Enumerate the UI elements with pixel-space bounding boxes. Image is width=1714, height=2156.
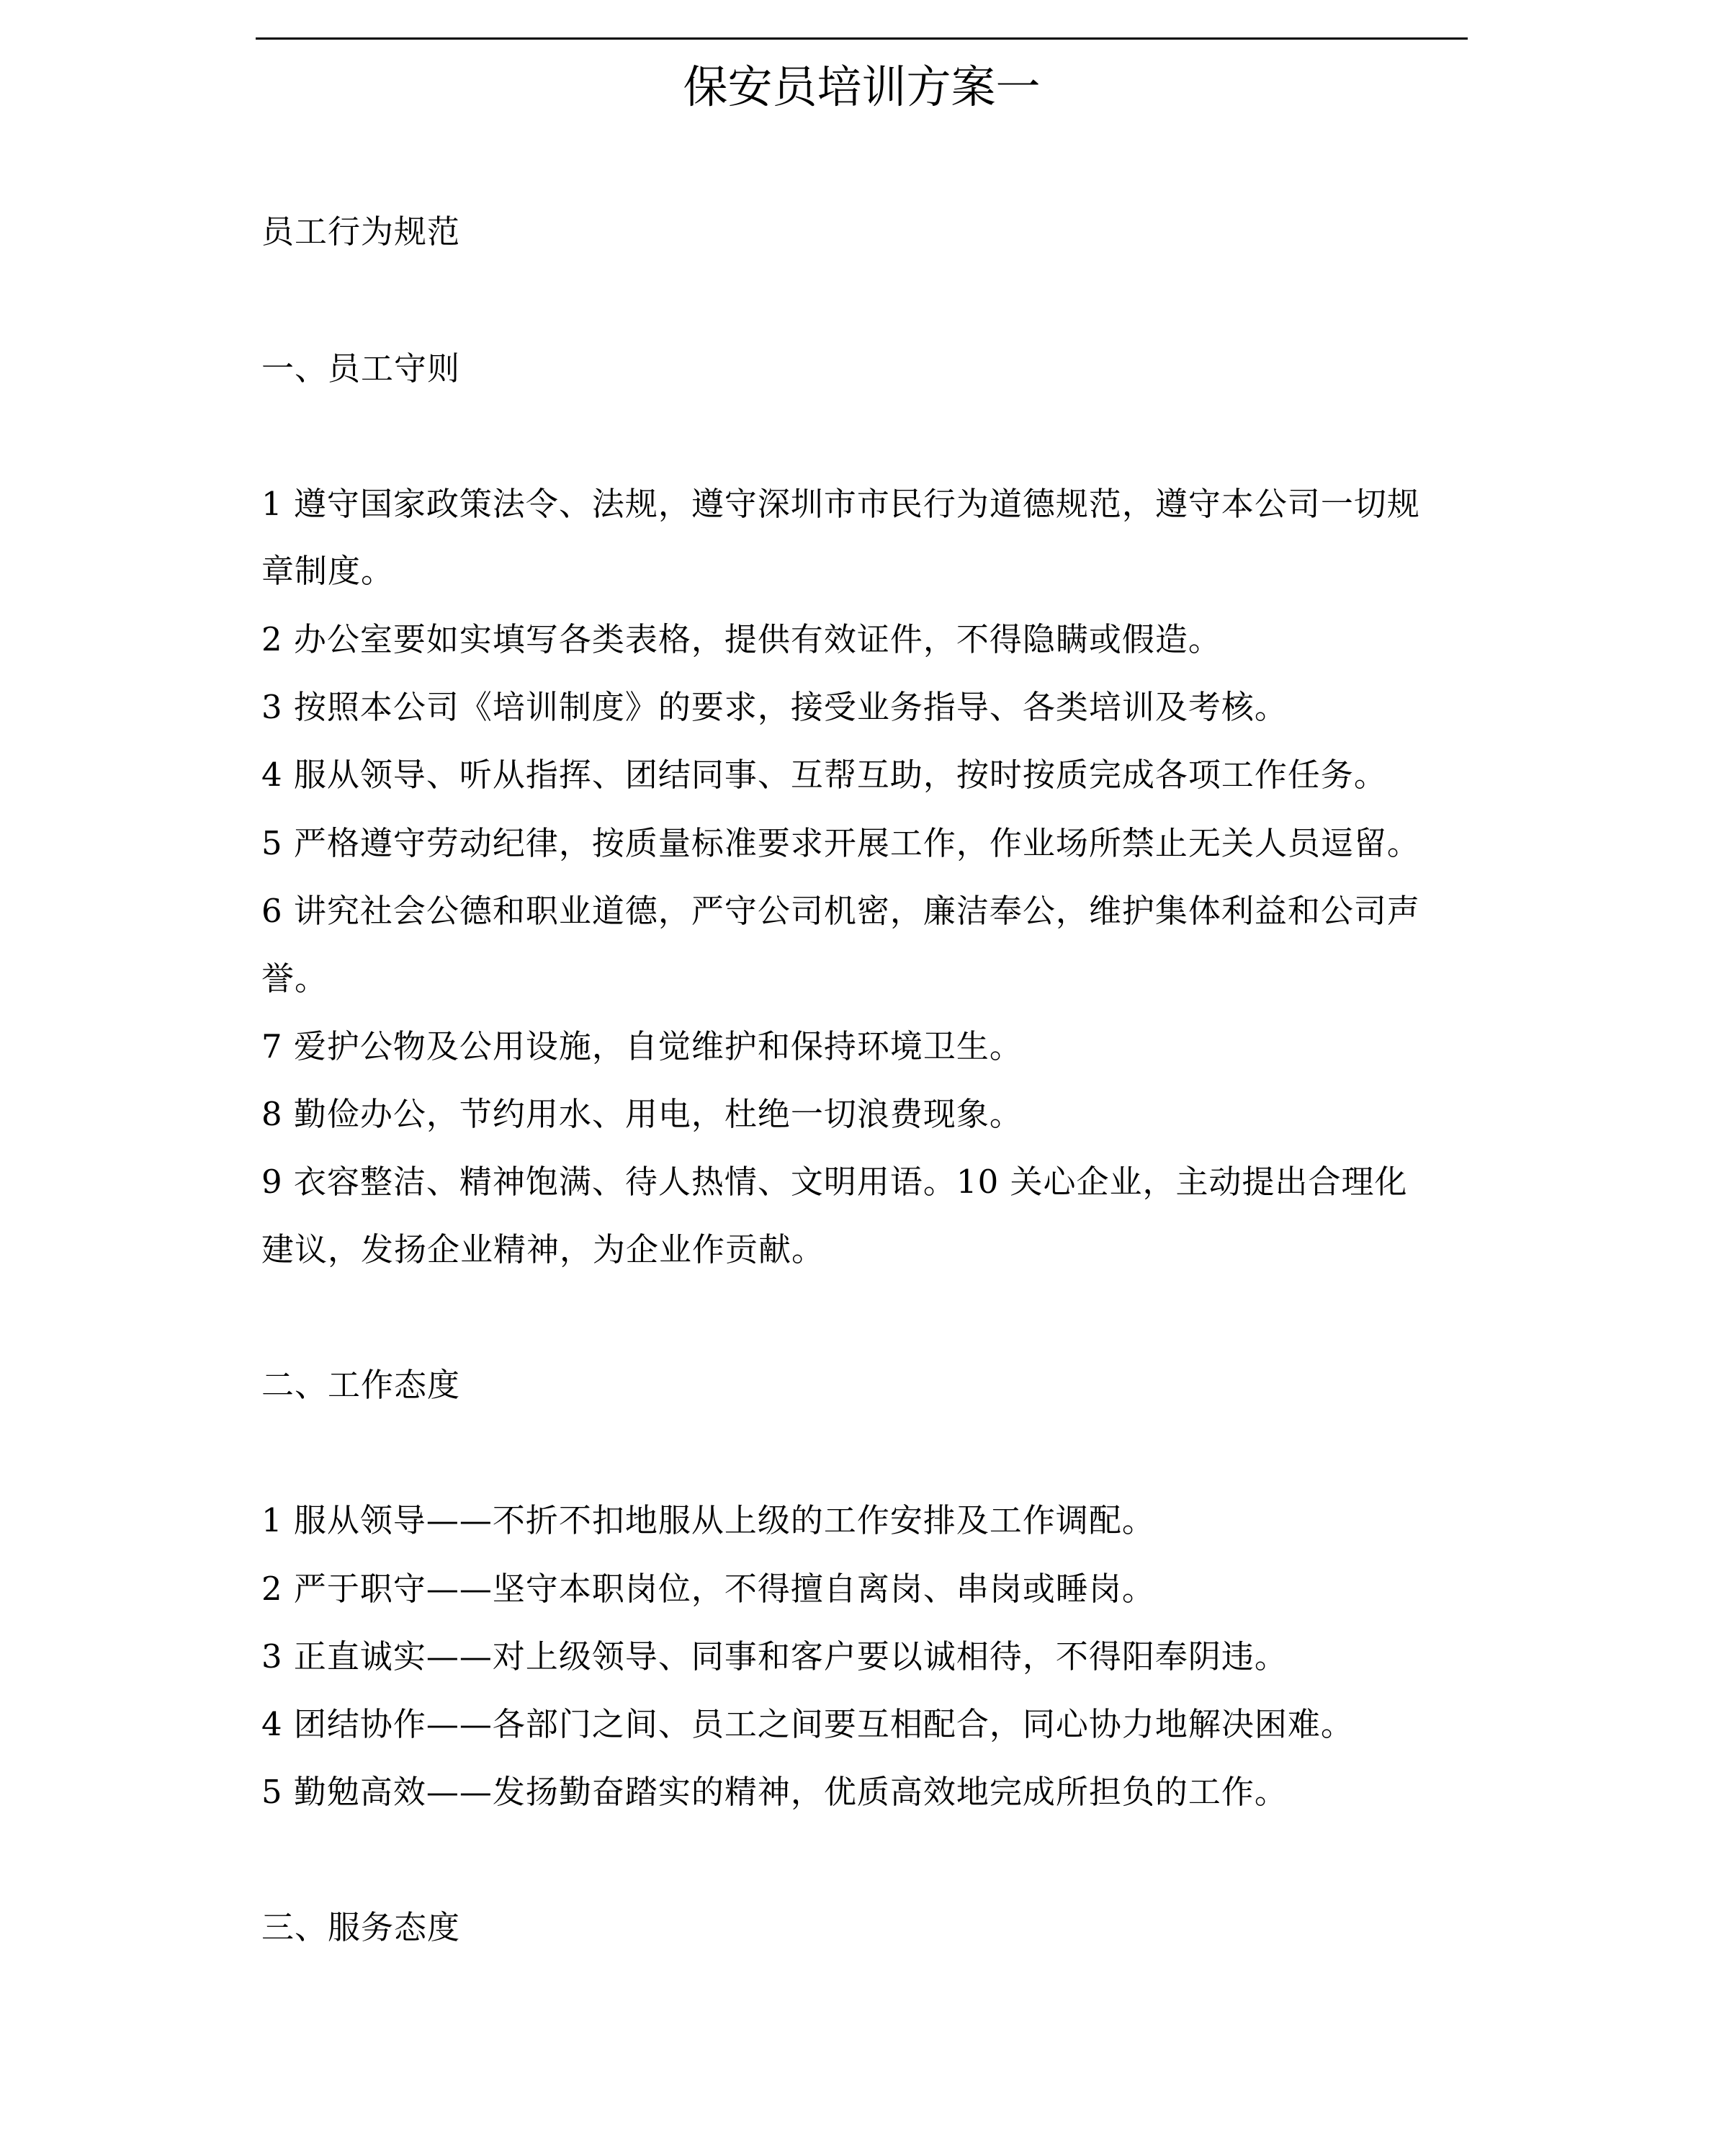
list-item-continuation: 建议，发扬企业精神，为企业作贡献。 [261,1230,825,1269]
document-heading: 员工行为规范 [261,213,461,251]
list-item: 9 衣容整洁、精神饱满、待人热情、文明用语。10 关心企业，主动提出合理化 [261,1163,1408,1201]
list-item: 8 勤俭办公，节约用水、用电，杜绝一切浪费现象。 [261,1095,1023,1133]
list-item: 6 讲究社会公德和职业道德，严守公司机密，廉洁奉公，维护集体利益和公司声 [261,892,1420,930]
list-item: 2 办公室要如实填写各类表格，提供有效证件，不得隐瞒或假造。 [261,620,1221,658]
list-item: 5 严格遵守劳动纪律，按质量标准要求开展工作，作业场所禁止无关人员逗留。 [261,824,1420,862]
list-item: 4 团结协作——各部门之间、员工之间要互相配合，同心协力地解决困难。 [261,1705,1354,1743]
list-item: 1 服从领导——不折不扣地服从上级的工作安排及工作调配。 [261,1501,1155,1539]
list-item: 5 勤勉高效——发扬勤奋踏实的精神，优质高效地完成所担负的工作。 [261,1773,1288,1811]
list-item: 3 按照本公司《培训制度》的要求，接受业务指导、各类培训及考核。 [261,688,1288,726]
section-title: 二、工作态度 [261,1366,461,1404]
list-item: 7 爱护公物及公用设施，自觉维护和保持环境卫生。 [261,1027,1023,1065]
list-item: 3 正直诚实——对上级领导、同事和客户要以诚相待，不得阳奉阴违。 [261,1637,1288,1676]
list-item: 1 遵守国家政策法令、法规，遵守深圳市市民行为道德规范，遵守本公司一切规 [261,485,1420,523]
header-rule [256,37,1468,40]
list-item-continuation: 誉。 [261,960,328,998]
list-item: 2 严于职守——坚守本职岗位，不得擅自离岗、串岗或睡岗。 [261,1570,1155,1608]
section-title: 一、员工守则 [261,349,461,388]
list-item-continuation: 章制度。 [261,552,395,590]
section-title: 三、服务态度 [261,1908,461,1946]
list-item: 4 服从领导、听从指挥、团结同事、互帮互助，按时按质完成各项工作任务。 [261,756,1387,794]
document-title: 保安员培训方案一 [683,61,1041,113]
